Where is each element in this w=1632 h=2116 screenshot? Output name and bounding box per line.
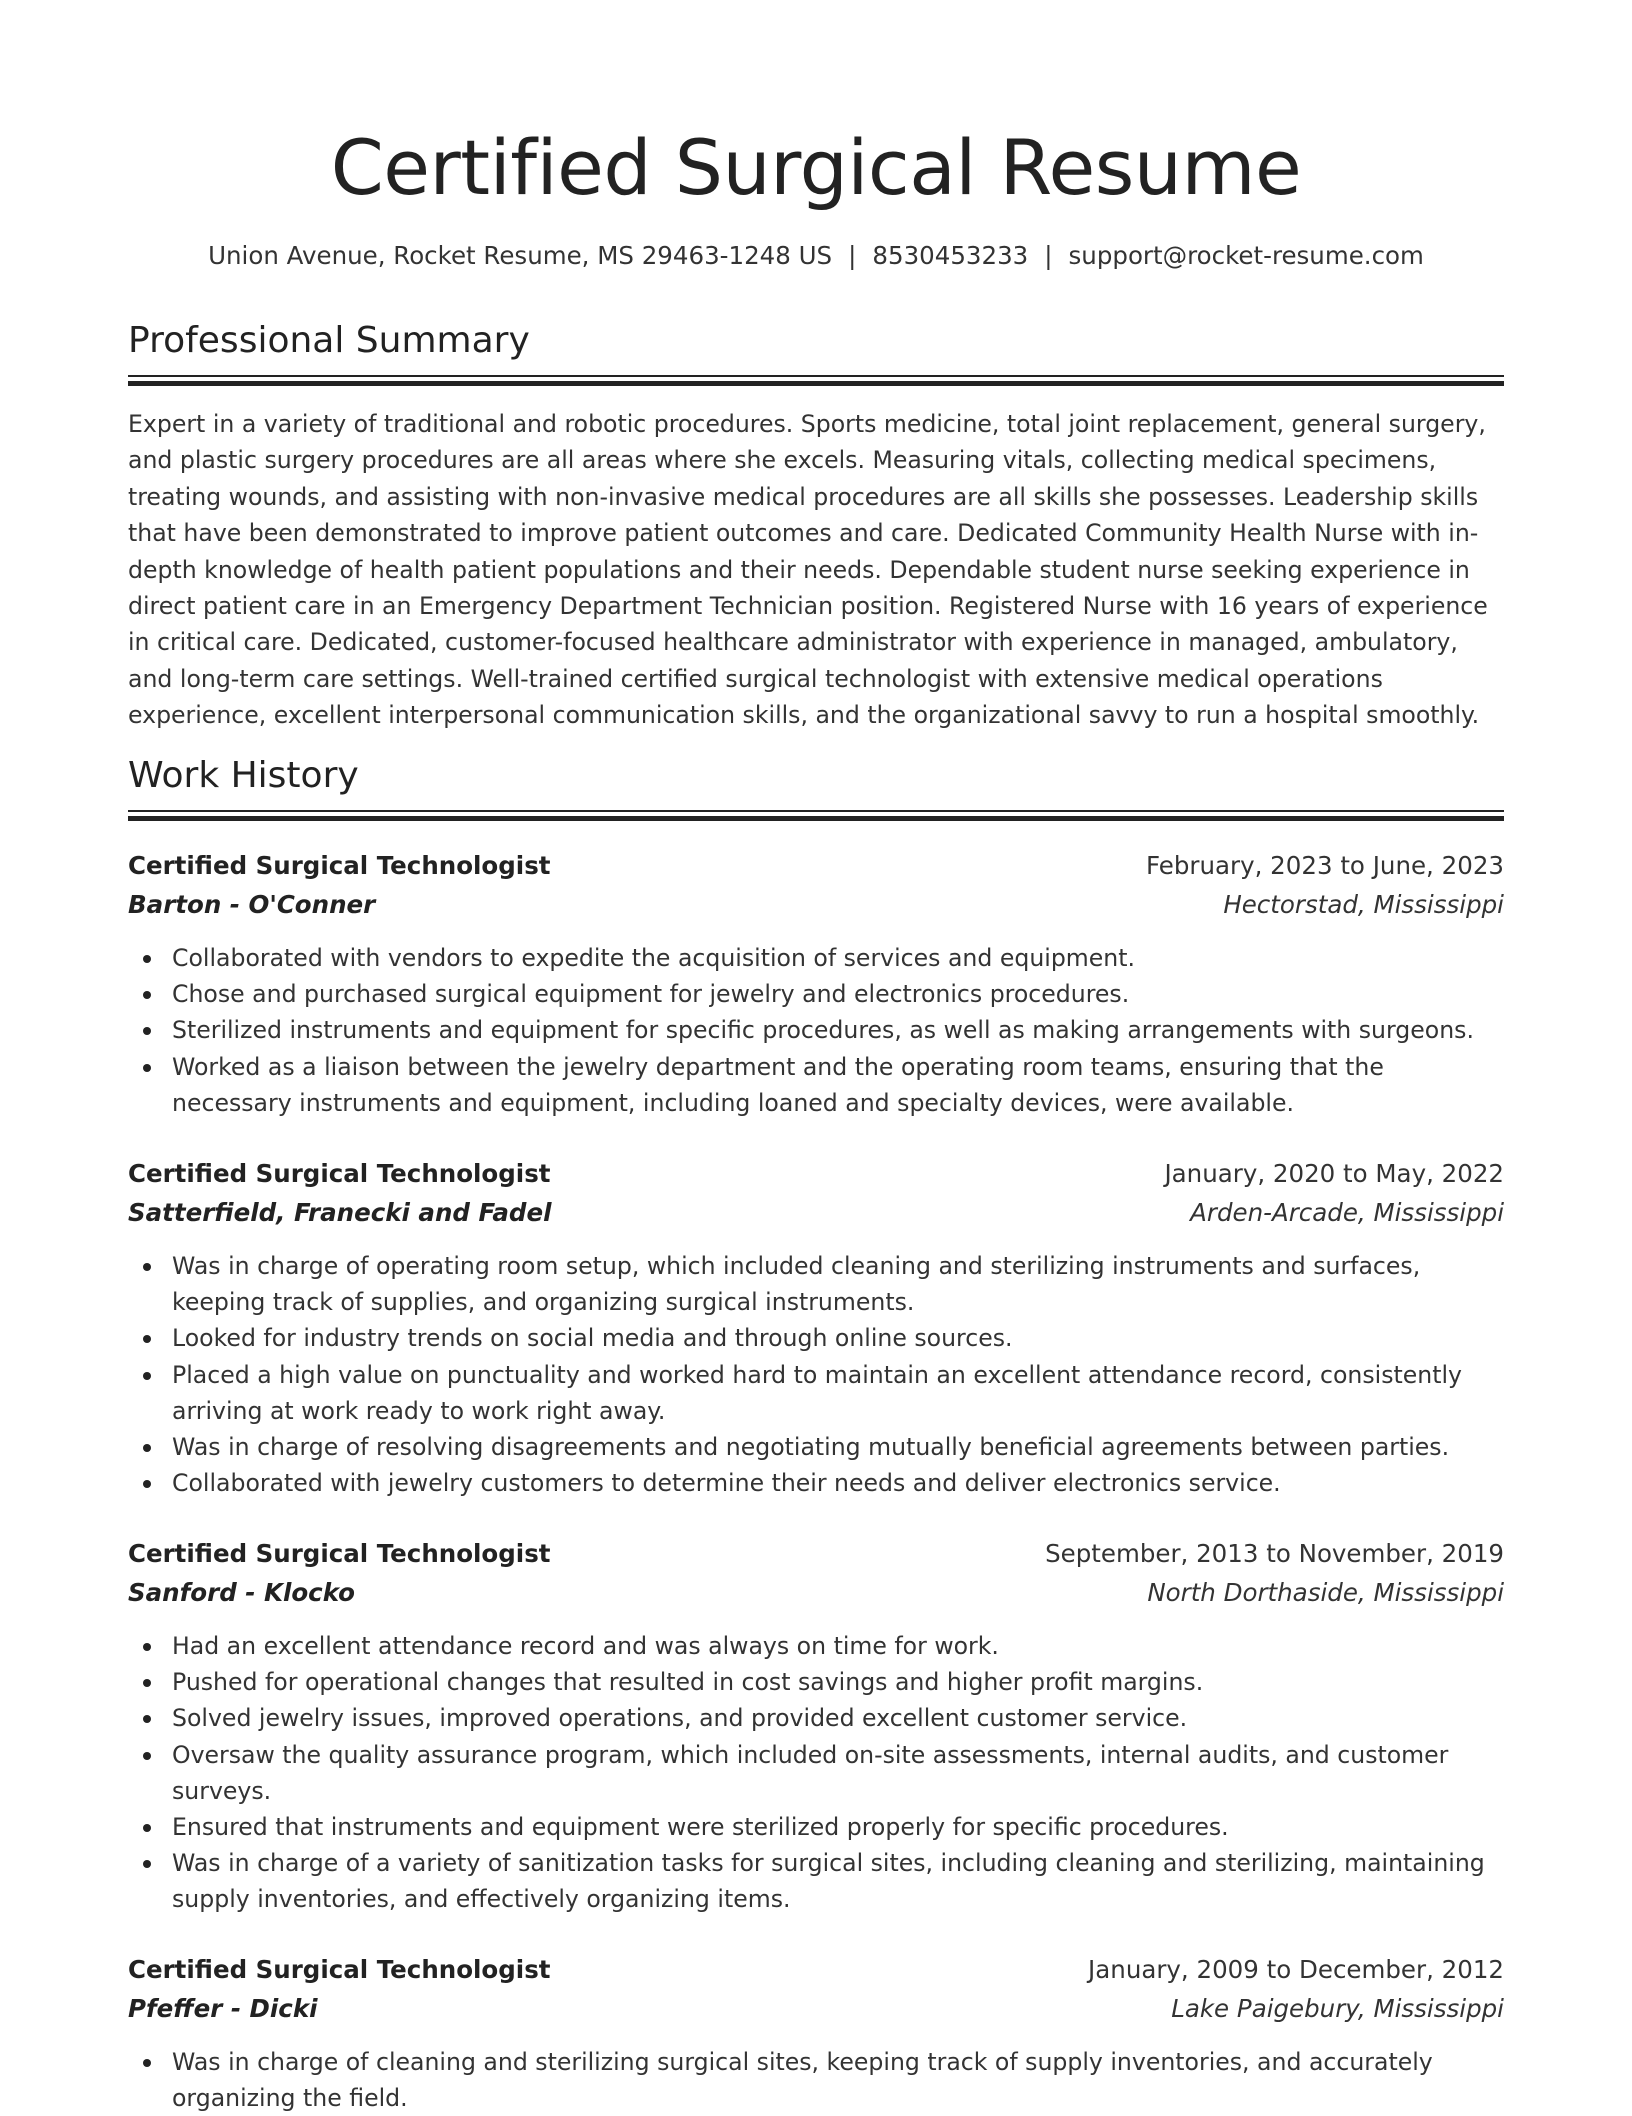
job-dates: January, 2020 to May, 2022 [1164,1159,1504,1188]
bullet-icon [143,1752,151,1760]
list-item [128,1357,1504,1429]
job-title: Certified Surgical Technologist [128,851,551,880]
bullet-icon [143,1480,151,1488]
list-item [128,1845,1504,1917]
contact-address: Union Avenue, Rocket Resume, MS 29463-1248 US [208,241,833,270]
summary-heading: Professional Summary [128,320,530,361]
job-dates: January, 2009 to December, 2012 [1088,1955,1504,1984]
bullet-icon [143,1027,151,1035]
job-dates: February, 2023 to June, 2023 [1146,851,1504,880]
bullet-text: Was in charge of operating room setup, which included cleaning and sterilizing instruments and surfaces, keeping track of supplies, and organizing surgical instruments. [172,1252,1421,1317]
job-company: Satterfield, Franecki and Fadel [128,1198,552,1227]
bullet-icon [143,955,151,963]
summary-divider [128,375,1504,385]
bullet-icon [143,1444,151,1452]
bullet-icon [143,1372,151,1380]
job-company: Pfeffer - Dicki [128,1994,318,2023]
work-history-divider [128,810,1504,820]
list-item [128,1737,1504,1809]
bullet-text: Pushed for operational changes that resulted in cost savings and higher profit margins. [172,1668,1204,1697]
list-item [128,1664,1504,1700]
bullet-text: Was in charge of resolving disagreements and negotiating mutually beneficial agreements between parties. [172,1433,1450,1462]
bullet-text: Was in charge of a variety of sanitization tasks for surgical sites, including cleaning and sterilizing, maintaining supply inventories, and effectively organizing items. [172,1849,1485,1914]
bullet-icon [143,991,151,999]
list-item [128,940,1504,976]
contact-separator: | [1044,241,1053,270]
job-company: Sanford - Klocko [128,1578,355,1607]
job-entry [128,1536,1504,1918]
bullet-icon [143,2059,151,2067]
list-item [128,1628,1504,1664]
job-location: Arden-Arcade, Mississippi [1190,1198,1504,1227]
job-location: North Dorthaside, Mississippi [1147,1578,1504,1607]
job-bullets [128,1248,1504,1501]
bullet-text: Chose and purchased surgical equipment for jewelry and electronics procedures. [172,980,1130,1009]
bullet-icon [143,1643,151,1651]
job-location: Lake Paigebury, Mississippi [1171,1994,1504,2023]
job-company: Barton - O'Conner [128,890,376,919]
list-item [128,1700,1504,1736]
list-item [128,1465,1504,1501]
bullet-icon [143,1679,151,1687]
job-dates: September, 2013 to November, 2019 [1045,1539,1504,1568]
list-item [128,1012,1504,1048]
job-title: Certified Surgical Technologist [128,1159,551,1188]
resume-title: Certified Surgical Resume [330,123,1302,212]
list-item [128,1429,1504,1465]
job-title: Certified Surgical Technologist [128,1539,551,1568]
contact-separator: | [848,241,857,270]
job-bullets [128,1628,1504,1918]
work-history-heading: Work History [128,755,359,796]
list-item [128,1049,1504,1121]
job-bullets [128,940,1504,1121]
bullet-text: Oversaw the quality assurance program, which included on-site assessments, internal audits, and customer surveys. [172,1740,1449,1805]
bullet-icon [143,1824,151,1832]
list-item [128,1809,1504,1845]
list-item [128,1320,1504,1356]
job-title: Certified Surgical Technologist [128,1955,551,1984]
bullet-icon [143,1715,151,1723]
job-location: Hectorstad, Mississippi [1223,890,1504,919]
bullet-icon [143,1860,151,1868]
list-item [128,1248,1504,1320]
bullet-text: Ensured that instruments and equipment were sterilized properly for specific procedures. [172,1813,1229,1842]
bullet-text: Looked for industry trends on social media and through online sources. [172,1324,1013,1353]
summary-text: Expert in a variety of traditional and robotic procedures. Sports medicine, total joint replacement, general surgery, and plastic surgery procedures are all areas where she excels. Measuring vitals, collecting medical specimens, treating wounds, and assisting with non-invasive medical procedures are all skills she possesses. Leadership skills that have been demonstrated to improve patient outcomes and care. Dedicated Community Health Nurse with in-depth knowledge of health patient populations and their needs. Dependable student nurse seeking experience in direct patient care in an Emergency Department Technician position. Registered Nurse with 16 years of experience in critical care. Dedicated, customer-focused healthcare administrator with experience in managed, ambulatory, and long-term care settings. Well-trained certified surgical technologist with extensive medical operations experience, excellent interpersonal communication skills, and the organizational savvy to run a hospital smoothly. [128,410,1488,730]
contact-phone: 8530453233 [872,241,1029,270]
bullet-text: Was in charge of cleaning and sterilizing surgical sites, keeping track of supply inventories, and accurately organizing the field. [172,2048,1433,2113]
job-entry [128,848,1504,1121]
bullet-text: Collaborated with vendors to expedite the acquisition of services and equipment. [172,944,1136,972]
bullet-icon [143,1263,151,1271]
contact-email: support@rocket-resume.com [1068,241,1424,270]
job-entry [128,1952,1504,2116]
bullet-icon [143,1064,151,1072]
bullet-icon [143,1335,151,1343]
job-bullets [128,2044,1504,2116]
bullet-text: Collaborated with jewelry customers to determine their needs and deliver electronics service. [172,1469,1281,1498]
bullet-text: Solved jewelry issues, improved operations, and provided excellent customer service. [172,1704,1188,1733]
job-entry [128,1156,1504,1501]
bullet-text: Had an excellent attendance record and was always on time for work. [172,1632,999,1660]
bullet-text: Sterilized instruments and equipment for specific procedures, as well as making arrangements with surgeons. [172,1016,1474,1045]
bullet-text: Placed a high value on punctuality and worked hard to maintain an excellent attendance record, consistently arriving at work ready to work right away. [172,1360,1462,1425]
bullet-text: Worked as a liaison between the jewelry department and the operating room teams, ensuring that the necessary instruments and equipment, including loaned and specialty devices, were available. [172,1052,1384,1117]
contact-line [128,238,1504,274]
list-item [128,2044,1504,2116]
list-item [128,976,1504,1012]
